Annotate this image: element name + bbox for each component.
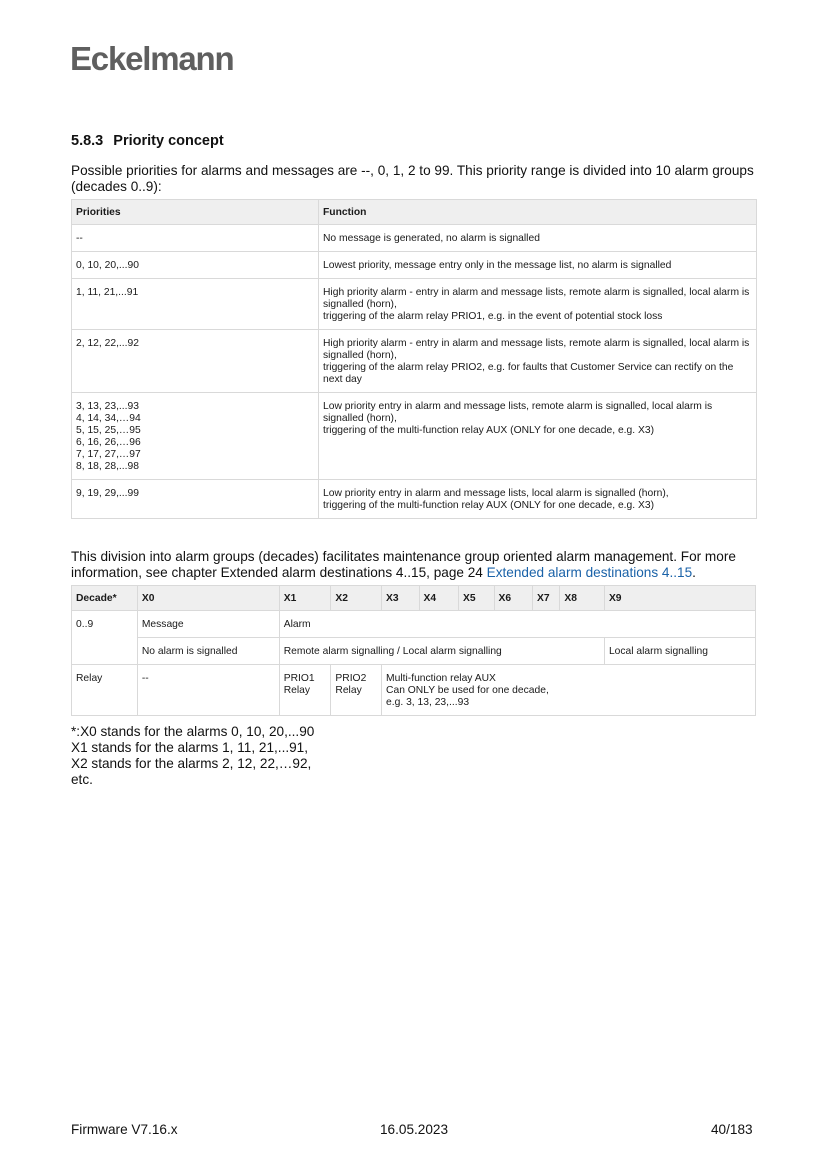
function-cell: High priority alarm - entry in alarm and message lists, remote alarm is signalled, local alarm is signalled (horn), triggering of the alarm relay PRIO2, e.g. for faults that Customer Service can rectify on the next day [319,330,757,393]
section-number: 5.8.3 [71,133,104,149]
x0-cell: -- [137,665,279,716]
division-paragraph [71,549,761,581]
remote-local-cell: Remote alarm signalling / Local alarm signalling [279,638,604,665]
table-row [72,252,757,279]
header-x8: X8 [560,586,605,611]
header-x3: X3 [382,586,419,611]
table-row [72,330,757,393]
header-x7: X7 [533,586,560,611]
footer-firmware: Firmware V7.16.x [71,1122,178,1137]
decade-cell: 0..9 [72,611,138,665]
header-x0: X0 [137,586,279,611]
extended-alarm-destinations-link[interactable]: Extended alarm destinations 4..15 [486,565,693,580]
footnote-line: etc. [71,772,93,787]
section-heading [71,133,224,149]
section-title: Priority concept [113,133,224,149]
footer-page-number: 40/183 [711,1122,753,1137]
x0-cell: Message [137,611,279,638]
intro-paragraph: Possible priorities for alarms and messages are --, 0, 1, 2 to 99. This priority range is divided into 10 alarm groups (decades 0..9): [71,163,754,194]
priority-cell: -- [72,225,319,252]
x1-cell: PRIO1 Relay [279,665,331,716]
division-text: This division into alarm groups (decades) facilitates maintenance group oriented alarm management. For more information, see chapter Extended alarm destinations 4..15, page 24 [71,549,736,580]
table-row [72,279,757,330]
header-x6: X6 [494,586,533,611]
decade-table [71,585,756,716]
table-row [72,480,757,519]
priority-cell: 9, 19, 29,...99 [72,480,319,519]
header-x1: X1 [279,586,331,611]
footnote-line: X2 stands for the alarms 2, 12, 22,…92, [71,756,312,771]
table-row [72,611,756,638]
function-cell: Lowest priority, message entry only in the message list, no alarm is signalled [319,252,757,279]
priority-cell: 1, 11, 21,...91 [72,279,319,330]
function-cell: High priority alarm - entry in alarm and message lists, remote alarm is signalled, local alarm is signalled (horn), triggering of the alarm relay PRIO1, e.g. in the event of potential stock loss [319,279,757,330]
header-decade: Decade* [72,586,138,611]
x9-cell: Local alarm signalling [604,638,755,665]
x0-cell: No alarm is signalled [137,638,279,665]
x2-cell: PRIO2 Relay [331,665,382,716]
header-x2: X2 [331,586,382,611]
footer-date: 16.05.2023 [380,1122,449,1137]
table-header-row [72,586,756,611]
table-header-row [72,200,757,225]
priority-cell: 0, 10, 20,...90 [72,252,319,279]
table-row [72,393,757,480]
header-x9: X9 [604,586,755,611]
table-row [72,638,756,665]
table-row [72,665,756,716]
division-end: . [692,565,696,580]
function-cell: No message is generated, no alarm is signalled [319,225,757,252]
header-priorities: Priorities [72,200,319,225]
table-row [72,225,757,252]
header-x5: X5 [459,586,494,611]
alarm-cell: Alarm [279,611,755,638]
priority-cell: 2, 12, 22,...92 [72,330,319,393]
aux-relay-cell: Multi-function relay AUX Can ONLY be used for one decade, e.g. 3, 13, 23,...93 [382,665,756,716]
decade-cell: Relay [72,665,138,716]
footnote-line: X1 stands for the alarms 1, 11, 21,...91, [71,740,309,755]
header-function: Function [319,200,757,225]
priority-cell: 3, 13, 23,...93 4, 14, 34,…94 5, 15, 25,…95 6, 16, 26,…96 7, 17, 27,…97 8, 18, 28,...98 [72,393,319,480]
footnote [71,724,371,788]
header-x4: X4 [419,586,459,611]
function-cell: Low priority entry in alarm and message lists, local alarm is signalled (horn), triggering of the multi-function relay AUX (ONLY for one decade, e.g. X3) [319,480,757,519]
function-cell: Low priority entry in alarm and message lists, remote alarm is signalled, local alarm is signalled (horn), triggering of the multi-function relay AUX (ONLY for one decade, e.g. X3) [319,393,757,480]
company-logo: Eckelmann [70,40,234,77]
footnote-line: *:X0 stands for the alarms 0, 10, 20,...90 [71,724,315,739]
priority-table [71,199,757,519]
